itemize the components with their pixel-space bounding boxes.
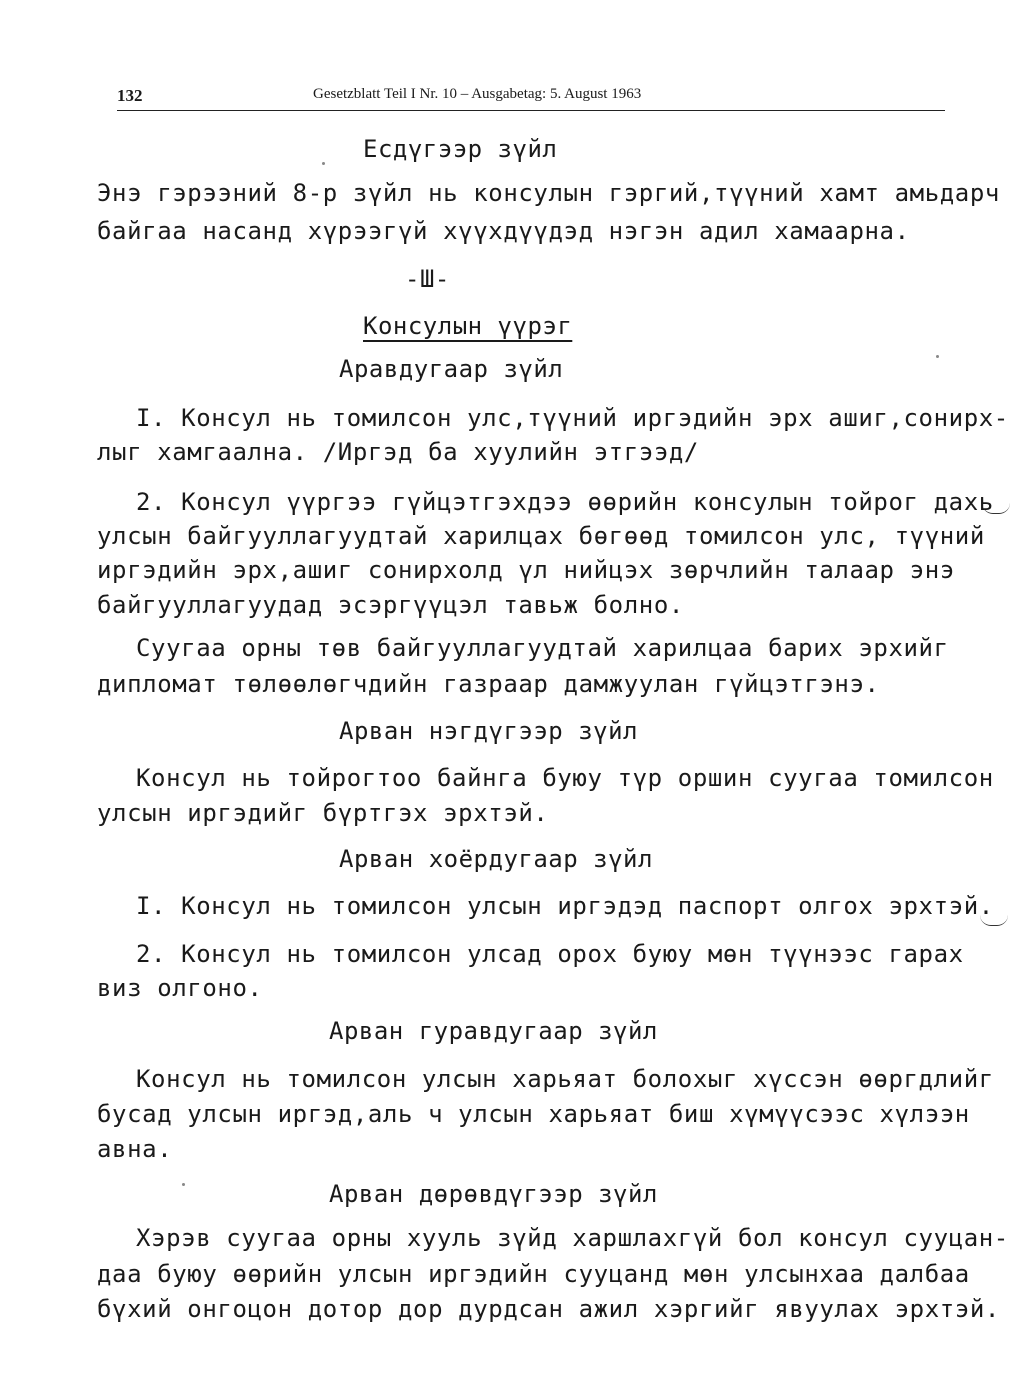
- margin-mark: [980, 915, 1008, 926]
- section-heading: Арван нэгдүгээр зүйл: [339, 717, 638, 745]
- page-header: [117, 82, 945, 111]
- text-line: 2. Консул нь томилсон улсад орох буюу мөн түүнээс гарах: [136, 940, 964, 968]
- text-line: Энэ гэрээний 8-р зүйл нь консулын гэргий,түүний хамт амьдарч: [97, 179, 1000, 207]
- text-line: I. Консул нь томилсон улс,түүний иргэдийн эрх ашиг,сонирх-: [136, 404, 1009, 432]
- text-line: Консул нь томилсон улсын харьяат болохыг хүссэн өөргдлийг: [136, 1065, 994, 1093]
- text-line: байгууллагуудад эсэргүүцэл тавьж болно.: [97, 591, 684, 619]
- text-line: Суугаа орны төв байгууллагуудтай харилцаа барих эрхийг: [136, 634, 949, 662]
- text-line: лыг хамгаална. /Иргэд ба хуулийн этгээд/: [97, 438, 699, 466]
- text-line: иргэдийн эрх,ашиг сонирхолд үл нийцэх зөрчлийн талаар энэ: [97, 556, 955, 584]
- section-heading: Арван дөрөвдүгээр зүйл: [329, 1180, 658, 1208]
- section-heading: Есдүгээр зүйл: [363, 135, 558, 163]
- text-line: I. Консул нь томилсон улсын иргэдэд паспорт олгох эрхтэй.: [136, 892, 994, 920]
- text-line: 2. Консул үүргээ гүйцэтгэхдээ өөрийн консулын тойрог дахь: [136, 488, 994, 516]
- text-line: авна.: [97, 1135, 173, 1163]
- running-title: Gesetzblatt Teil I Nr. 10 – Ausgabetag: 5. August 1963: [313, 86, 642, 102]
- section-heading: Арван хоёрдугаар зүйл: [339, 845, 653, 873]
- text-line: даа буюу өөрийн улсын иргэдийн сууцанд мөн улсынхаа далбаа: [97, 1260, 970, 1288]
- text-line: бусад улсын иргэд,аль ч улсын харьяат биш хүмүүсээс хүлээн: [97, 1100, 970, 1128]
- text-line: улсын иргэдийг бүртгэх эрхтэй.: [97, 799, 549, 827]
- section-heading: Аравдугаар зүйл: [339, 355, 564, 383]
- text-line: байгаа насанд хүрээгүй хүүхдүүдэд нэгэн адил хамаарна.: [97, 217, 910, 245]
- scan-speck: [182, 1183, 185, 1186]
- text-line: Хэрэв суугаа орны хууль зүйд харшлахгүй бол консул сууцан-: [136, 1224, 1009, 1252]
- text-line: Консул нь тойрогтоо байнга буюу түр оршин суугаа томилсон: [136, 764, 994, 792]
- page-number: 132: [117, 86, 143, 105]
- section-heading: Арван гуравдугаар зүйл: [329, 1017, 658, 1045]
- part-numeral: -Ш-: [405, 265, 450, 293]
- text-line: дипломат төлөөлөгчдийн газраар дамжуулан гүйцэтгэнэ.: [97, 670, 880, 698]
- text-line: виз олгоно.: [97, 974, 263, 1002]
- text-line: улсын байгууллагуудтай харилцах бөгөөд томилсон улс, түүний: [97, 522, 985, 550]
- text-line: бүхий онгоцон дотор дор дурдсан ажил хэргийг явуулах эрхтэй.: [97, 1295, 1000, 1323]
- part-title: Консулын үүрэг: [363, 312, 573, 340]
- scan-speck: [322, 162, 325, 165]
- scan-speck: [936, 355, 939, 358]
